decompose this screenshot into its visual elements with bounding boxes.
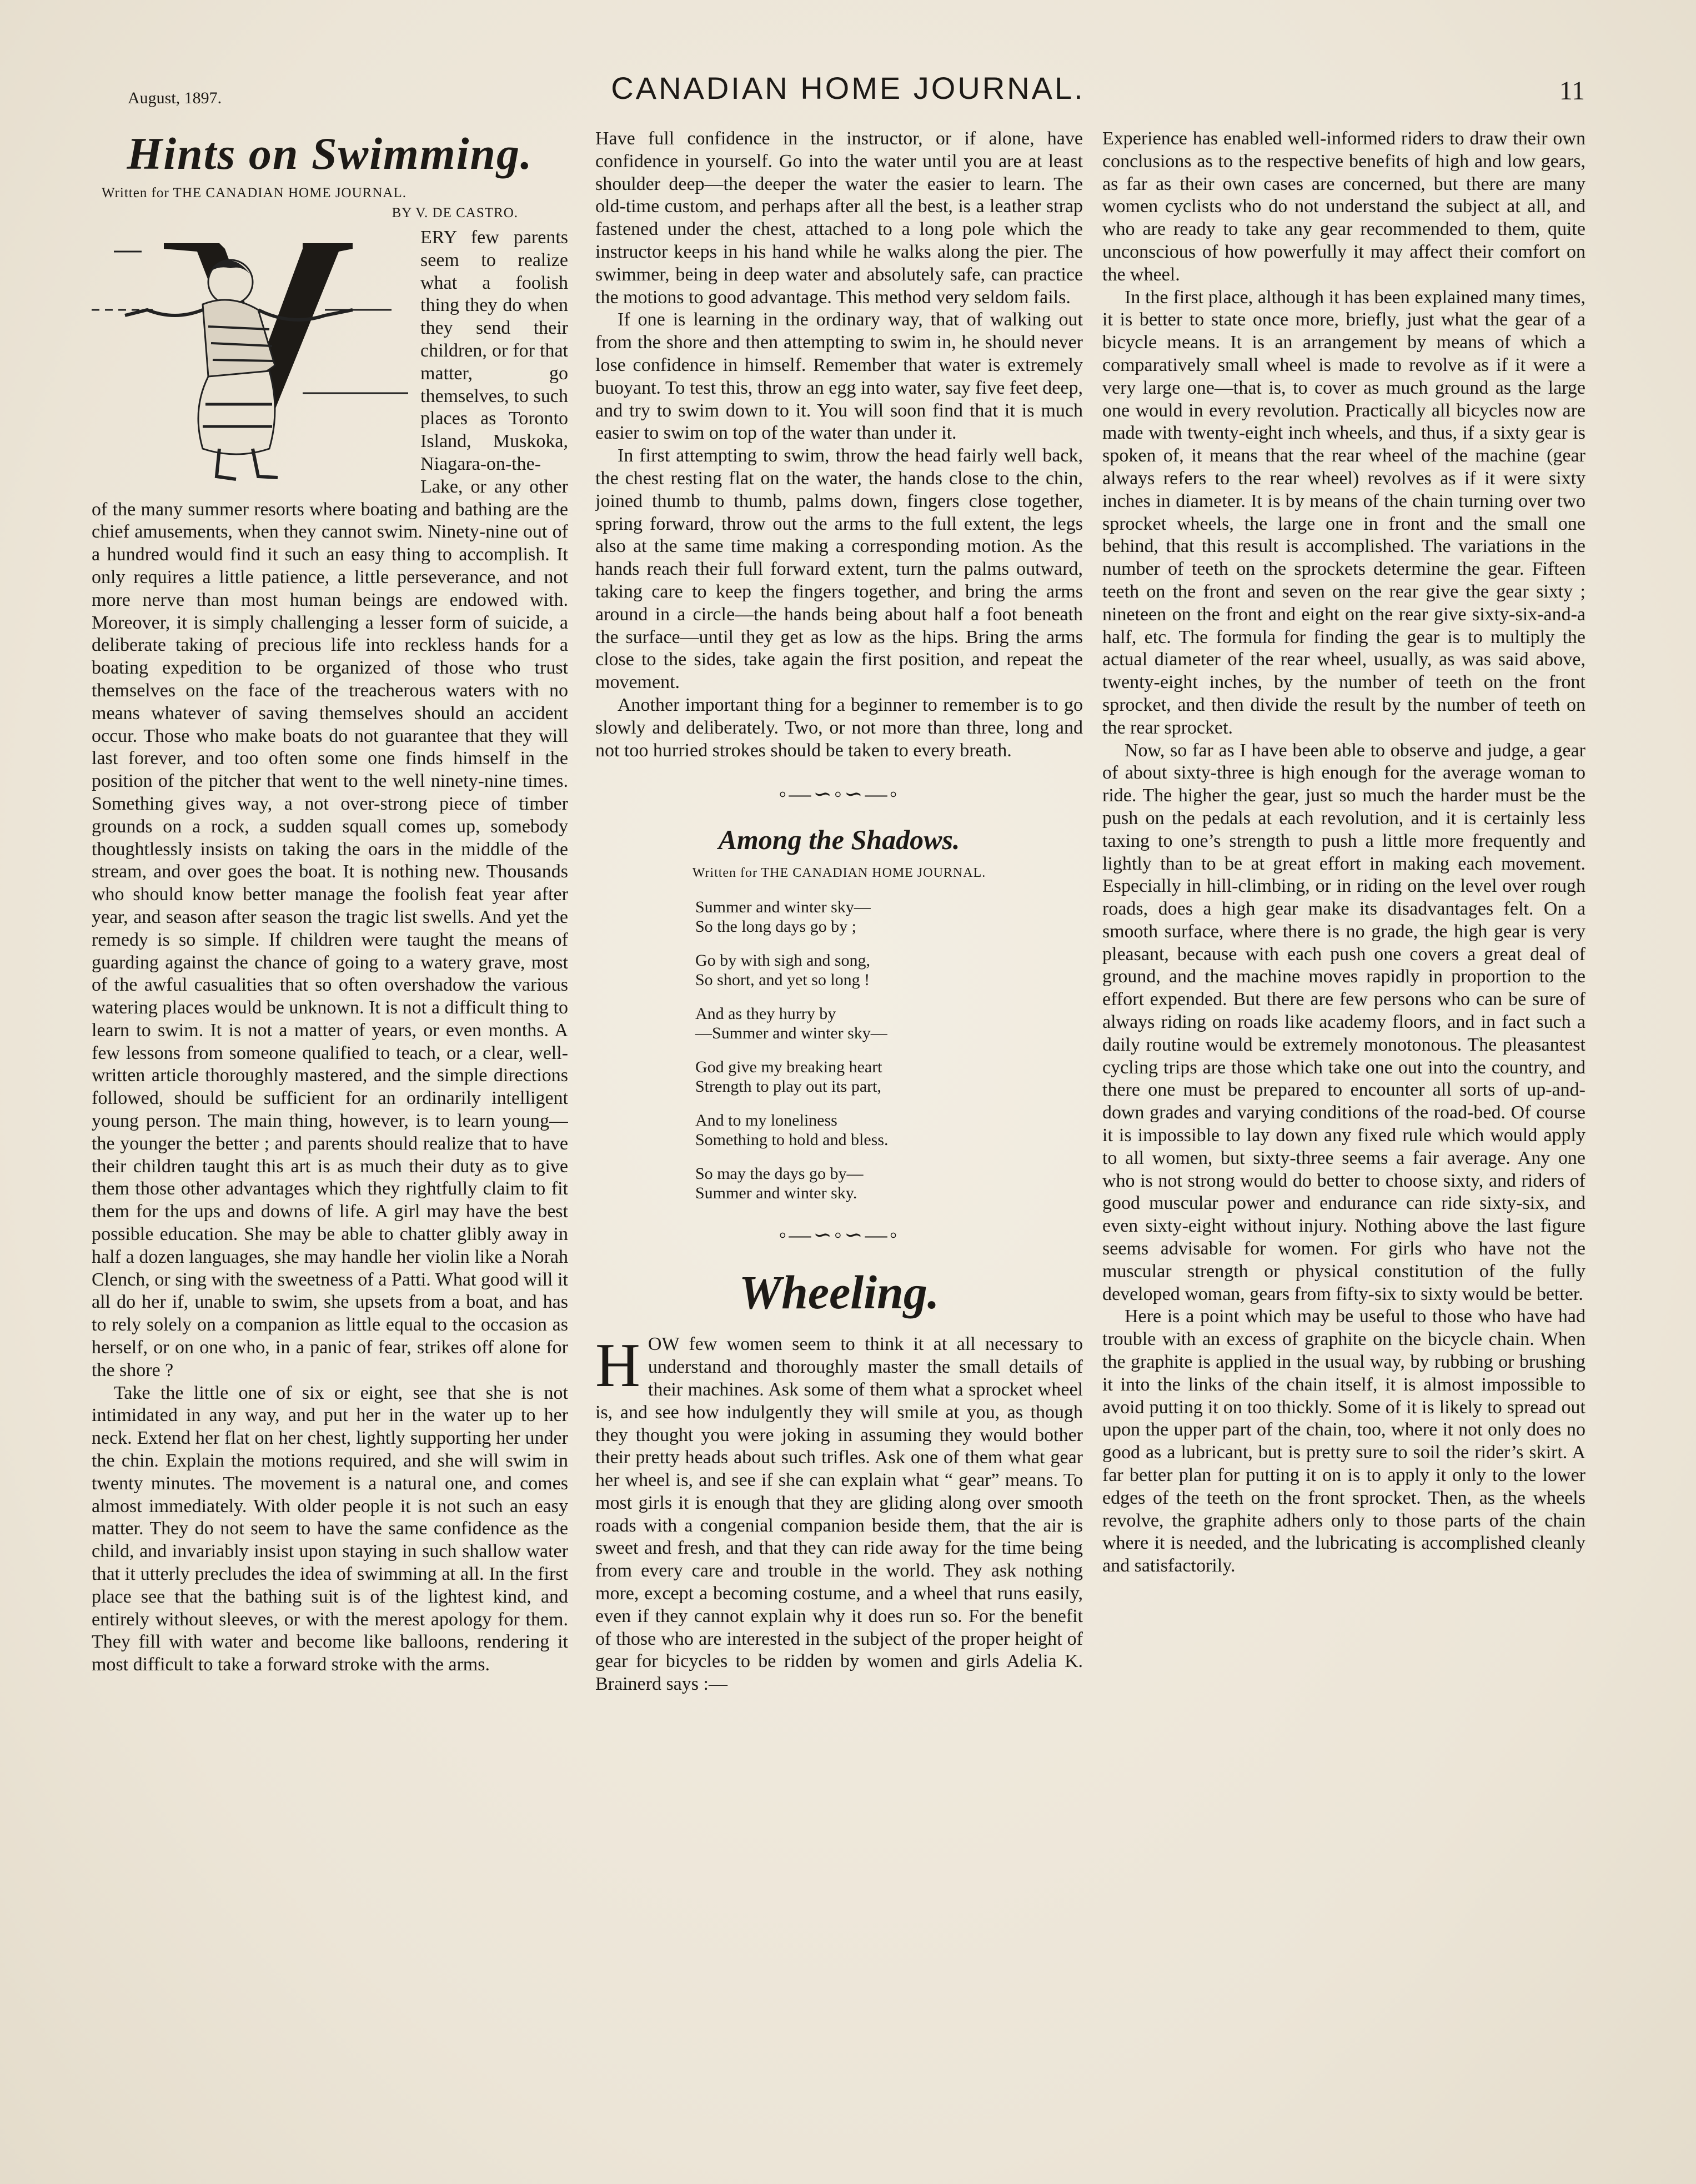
article-author: BY V. DE CASTRO. (392, 205, 518, 220)
journal-title: CANADIAN HOME JOURNAL. (611, 71, 1085, 106)
paragraph: Here is a point which may be useful to those who have had trouble with an excess of graphite on the bicycle chain. When the graphite is applied in the usual way, by rubbing or brushing it into the links of the chain itself, it is almost impossible to avoid putting it on too thickly. Some of it is likely to spread out upon the upper part of the chain, too, where it not only does no good as a lubricant, but is pretty sure to soil the rider’s skirt. A far better plan for putting it on is to apply it only to the lower edges of the teeth on the front sprocket. Then, as the wheels revolve, the graphite adhers only to those parts of the chain where it is needed, and the lubricating is accomplished cleanly and satisfactorily. (1102, 1306, 1585, 1577)
paragraph: Now, so far as I have been able to observe and judge, a gear of about sixty-three is high enough for the average woman to ride. The higher the gear, just so much the harder must be the push on the pedals at each revolution, and it is certainly less taxing to one’s strength to push a little more frequently and lightly than to be at great effort in making each movement. Especially in hill-climbing, or in riding on the level over rough roads, does a high gear make its disadvantages felt. On a smooth surface, where there is no grade, the high gear is very pleasant, because with each push one covers a great deal of ground, and the machine moves rapidly in proportion to the effort expended. But there are few persons who can be sure of always riding on roads like academy floors, and in fact such a daily routine would be extremely monotonous. The pleasantest cycling trips are those which take one out into the country, and there one must be prepared to encounter all sorts of up-and-down grades and varying conditions of the road-bed. Of course it is impossible to lay down any fixed rule which would apply to all women, but sixty-three seems a fair average. Any one who is not strong would do better to choose sixty, and riders of good muscular power and endurance can ride sixty-six, and even sixty-eight without injury. Nothing above the last figure seems advisable for women. For girls who have not the muscular strength or physical constitution of the fully developed woman, gears from fifty-six to sixty would be better. (1102, 740, 1585, 1304)
poem-title: Among the Shadows. (718, 824, 960, 856)
article-title-swimming: Hints on Swimming. (127, 128, 533, 179)
article-byline: Written for THE CANADIAN HOME JOURNAL. (102, 185, 407, 200)
poem-body (695, 897, 1083, 1203)
paragraph: In the first place, although it has been explained many times, it is better to state once more, briefly, just what the gear of a bicycle means. It is an arrangement by means of which a comparatively small wheel is made to revolve as if it were a very large one—that is, to cover as much ground as the large one would in every revolution. Practically all bicycles now are made with twenty-eight inch wheels, and thus, if a sixty gear is spoken of, it means that the rear wheel of the machine (gear always refers to the rear wheel) revolves as if it were sixty inches in diameter. It is by means of the chain turning over two sprocket wheels, the large one in front and the small one behind, that this result is accomplished. The variations in the number of teeth on the sprockets determine the gear. Fifteen teeth on the front and seven on the rear give the gear sixty ; nineteen on the front and eight on the rear give sixty-six-and-a half, etc. The formula for finding the gear is to multiply the actual diameter of the rear wheel, usually, as was said above, twenty-eight inches, by the number of teeth on the front sprocket, and then divide the result by the number of teeth on the rear sprocket. (1102, 287, 1585, 738)
page-number: 11 (1559, 76, 1585, 106)
initial-v-illustration (92, 227, 414, 488)
article-title-wheeling: Wheeling. (739, 1266, 940, 1319)
page-header (83, 66, 1613, 116)
paragraph: Another important thing for a beginner to remember is to go slowly and deliberately. Two, or not more than three, long and not too hurried strokes should be taken to every breath. (595, 694, 1083, 761)
poem-byline: Written for THE CANADIAN HOME JOURNAL. (692, 866, 986, 881)
poem-line: Summer and winter sky— (695, 898, 871, 917)
paragraph: Experience has enabled well-informed riders to draw their own conclusions as to the respective benefits of high and low gears, as far as their own cases are concerned, but there are many women cyclists who do not understand the subject at all, and who are ready to take any gear recommended to them, quite unconscious of how powerfully it may affect their comfort on the wheel. (1102, 128, 1585, 285)
paragraph: Have full confidence in the instructor, or if alone, have confidence in yourself. Go into the water until you are at least shoulder deep—the deeper the water the easier to learn. The old-time custom, and perhaps after all the best, is a leather strap fastened under the chest, attached to a long pole which the instructor keeps in his hand while he walks along the pier. The swimmer, being in deep water and absolutely safe, can practice the motions to good advantage. This method very seldom fails. (595, 128, 1083, 308)
poem-stanza (695, 951, 1083, 990)
issue-date: August, 1897. (128, 89, 222, 107)
column-3 (1102, 128, 1585, 2051)
poem-line: Strength to play out its part, (695, 1077, 881, 1096)
poem-line: Go by with sigh and song, (695, 951, 870, 970)
poem-line: And as they hurry by (695, 1005, 836, 1023)
article-body-wheeling-1 (595, 1333, 1083, 1696)
poem-line: God give my breaking heart (695, 1058, 882, 1077)
column-2 (595, 128, 1083, 2051)
poem-stanza (695, 1057, 1083, 1096)
column-1 (92, 128, 568, 2051)
poem-line: So the long days go by ; (695, 917, 856, 936)
poem-line: Something to hold and bless. (695, 1131, 889, 1149)
poem-line: And to my loneliness (695, 1111, 837, 1130)
poem-line: —Summer and winter sky— (695, 1024, 887, 1043)
article-body-swimming-1 (92, 227, 568, 1676)
poem-stanza (695, 1004, 1083, 1043)
poem-stanza (695, 1164, 1083, 1203)
paragraph: ERY few parents seem to realize what a foolish thing they do when they send their children, or for that matter, go themselves, to such places as Toronto Island, Muskoka, Niagara-on-the-Lake, or any other of the many summer resorts where boating and bathing are the chief amusements, when they cannot swim. Ninety-nine out of a hundred would find it such an easy thing to accomplish. It only requires a little patience, a little perseverance, and not more nerve than most human beings are endowed with. Moreover, it is simply challenging a lesser form of suicide, a deliberate taking of precious life into reckless hands for a boating expedition to be organized of those who trust themselves on the face of the treacherous waters with no means whatever of saving themselves should an accident occur. Those who make boats do not guarantee that they will last forever, and too often some one finds himself in the position of the pitcher that went to the well ninety-nine times. Something gives way, a not over-strong piece of timber grounds on a rock, a sudden squall comes up, somebody thoughtlessly insists on taking the oars in the middle of the stream, and over goes the boat. It is nothing new. Thousands who should know better manage the foolish feat year after year, and season after season the tragic list swells. And yet the remedy is so simple. If children were taught the means of guarding against the chance of going to a watery grave, most of the awful casualities that so often overshadow the various watering places would be unknown. It is not a difficult thing to learn to swim. It is not a matter of years, or even months. A few lessons from someone qualified to teach, or a clear, well-written article thoroughly mastered, and the simple directions followed, should be sufficient for an ordinarily intelligent young person. The main thing, however, is to learn young—the younger the better ; and parents should realize that to have their children taught this art is as much their duty as to give them those other advantages which they rightfully claim to fit them for the ups and downs of life. A girl may have the best possible education. She may be able to chatter glibly away in half a dozen languages, she may handle her violin like a Norah Clench, or sing with the sweetness of a Patti. What good will it all do her if, unable to swim, she upsets from a boat, and has to rely solely on a companion as little equal to the occasion as herself, or on one who, in a panic of fear, strikes off alone for the shore ? (92, 227, 568, 1380)
poem-stanza (695, 897, 1083, 936)
paragraph: If one is learning in the ordinary way, that of walking out from the shore and then attempting to swim in, he should never lose confidence in himself. Remember that water is extremely buoyant. To test this, throw an egg into water, say five feet deep, and try to swim down to it. You will soon find that it is much easier to swim on top of the water than under it. (595, 309, 1083, 444)
section-ornament: ◦—∽◦∽—◦ (779, 1222, 900, 1248)
poem-line: So may the days go by— (695, 1164, 864, 1183)
article-body-swimming-2 (595, 128, 1083, 762)
poem-stanza (695, 1111, 1083, 1149)
article-body-wheeling-2 (1102, 128, 1585, 1578)
poem-line: Summer and winter sky. (695, 1184, 857, 1203)
swimmer-illustration (92, 227, 414, 488)
poem-line: So short, and yet so long ! (695, 971, 870, 990)
drop-cap-h: H (595, 1331, 640, 1400)
paragraph: Take the little one of six or eight, see that she is not intimidated in any way, and put her in the water up to her neck. Extend her flat on her chest, lightly supporting her under the chin. Explain the motions required, and she will swim in twenty minutes. The movement is a natural one, and comes almost immediately. With older people it is not such an easy matter. They do not seem to have the same confidence as the child, and invariably insist upon staying in such shallow water that it utterly precludes the idea of swimming at all. In the first place see that the bathing suit is of the lightest kind, and entirely without sleeves, or with the merest apology for them. They fill with water and become like balloons, rendering it most difficult to take a forward stroke with the arms. (92, 1382, 568, 1675)
section-ornament: ◦—∽◦∽—◦ (779, 781, 900, 807)
paragraph: In first attempting to swim, throw the head fairly well back, the chest resting flat on the water, the hands close to the chin, joined thumb to thumb, palms down, fingers close together, spring forward, throw out the arms to the full extent, the legs also at the same time making a corresponding motion. As the hands reach their full forward extent, turn the palms outward, taking care to keep the fingers together, and bring the arms around in a circle—the hands being about half a foot beneath the surface—until they get as low as the hips. Bring the arms close to the sides, take again the first position, and repeat the movement. (595, 445, 1083, 693)
paragraph: OW few women seem to think it at all necessary to understand and thoroughly master the small details of their machines. Ask some of them what a sprocket wheel is, and see how indulgently they will smile at you, as though they thought you were joking in assuming they would bother their pretty heads about such trifles. Ask one of them what gear her wheel is, and see if she can explain what “ gear” means. To most girls it is enough that they are gliding along over smooth roads with a congenial companion beside them, that the air is sweet and fresh, and that they can ride away for the time being from every care and trouble in the world. They ask nothing more, except a becoming costume, and a wheel that runs easily, even if they cannot explain why it does run so. For the benefit of those who are interested in the subject of the proper height of gear for bicycles to be ridden by women and girls Adelia K. Brainerd says :— (595, 1334, 1083, 1695)
